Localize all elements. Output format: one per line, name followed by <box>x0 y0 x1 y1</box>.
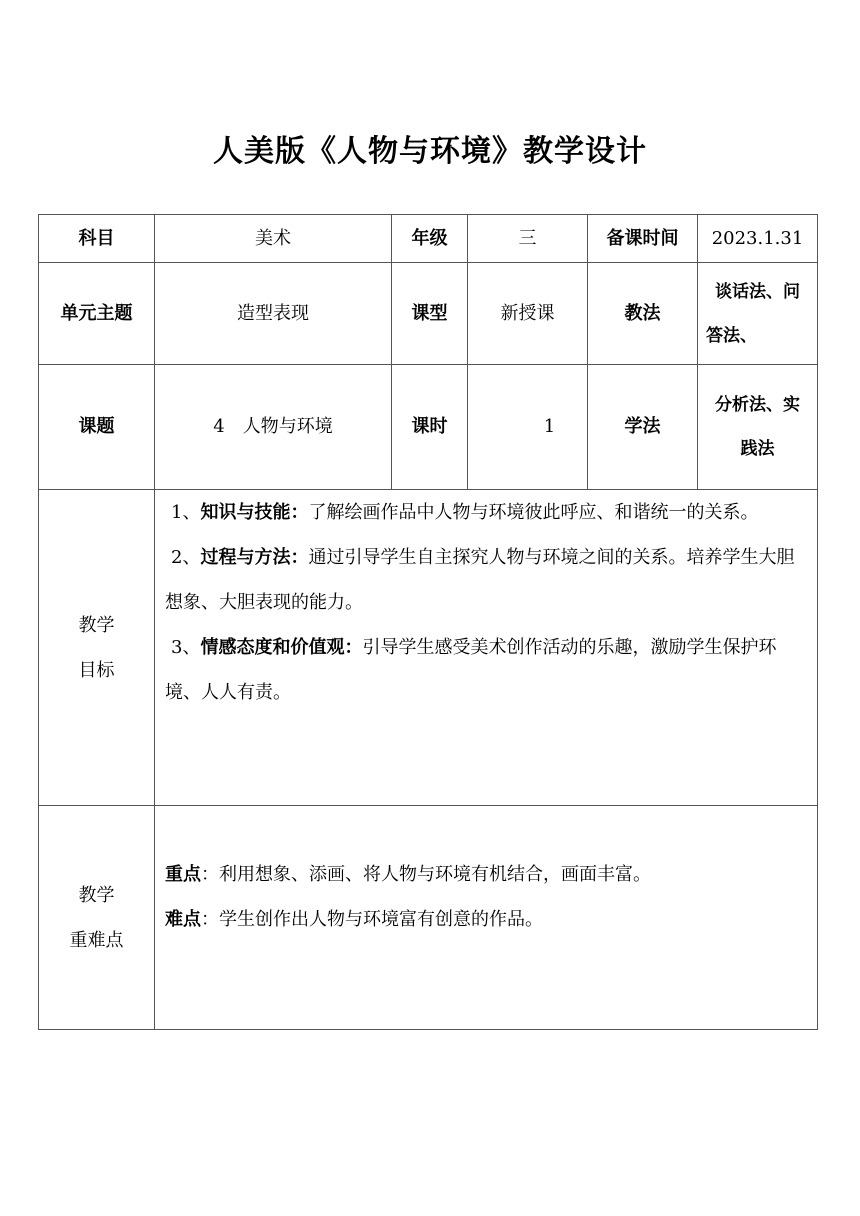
learning-method-label: 学法 <box>588 365 698 490</box>
objectives-label <box>39 490 155 806</box>
subject-value: 美术 <box>155 215 392 263</box>
page-title: 人美版《人物与环境》教学设计 <box>213 134 647 169</box>
learning-method-line1: 分析法、实 <box>715 395 800 415</box>
lesson-type-value: 新授课 <box>468 263 588 365</box>
teaching-method-label: 教法 <box>588 263 698 365</box>
objective-number: 1、 <box>171 502 201 523</box>
objective-item-3 <box>155 625 817 715</box>
key-point-text: ：利用想象、添画、将人物与环境有机结合，画面丰富。 <box>201 864 651 885</box>
key-points-label-line2: 重难点 <box>69 929 124 951</box>
prep-time-label: 备课时间 <box>588 215 698 263</box>
grade-value: 三 <box>468 215 588 263</box>
objective-text: 了解绘画作品中人物与环境彼此呼应、和谐统一的关系。 <box>308 502 759 523</box>
unit-theme-label: 单元主题 <box>39 263 155 365</box>
objectives-label-line2: 目标 <box>78 659 115 681</box>
objectives-label-line1: 教学 <box>78 614 115 636</box>
lesson-plan-table <box>38 214 818 1030</box>
table-row <box>39 806 818 1030</box>
objective-heading: 情感态度和价值观： <box>200 637 363 658</box>
key-points-label <box>39 806 155 1030</box>
learning-method-value <box>698 365 818 490</box>
objective-heading: 知识与技能： <box>200 502 309 523</box>
difficult-point <box>155 897 817 942</box>
objectives-content <box>155 490 818 806</box>
grade-label: 年级 <box>392 215 468 263</box>
key-points-label-line1: 教学 <box>78 884 115 906</box>
unit-theme-value: 造型表现 <box>155 263 392 365</box>
objective-item-2 <box>155 535 817 625</box>
objective-text: 通过引导学生自主探究人物与环境之间的关系。培养学生大胆想象、大胆表现的能力。 <box>165 547 795 613</box>
objective-heading: 过程与方法： <box>200 547 309 568</box>
lesson-type-label: 课型 <box>392 263 468 365</box>
key-point <box>155 852 817 897</box>
objective-text: 引导学生感受美术创作活动的乐趣，激励学生保护环境、人人有责。 <box>165 637 777 703</box>
table-row <box>39 490 818 806</box>
prep-time-value: 2023.1.31 <box>698 215 818 263</box>
objective-number: 2、 <box>171 547 201 568</box>
teaching-method-value <box>698 263 818 365</box>
key-points-content <box>155 806 818 1030</box>
class-hours-value: 1 <box>468 365 588 490</box>
topic-value: 4 人物与环境 <box>155 365 392 490</box>
learning-method-line2: 践法 <box>740 439 775 459</box>
subject-label: 科目 <box>39 215 155 263</box>
topic-label: 课题 <box>39 365 155 490</box>
difficult-point-text: ：学生创作出人物与环境富有创意的作品。 <box>201 909 543 930</box>
difficult-point-heading: 难点 <box>165 909 201 930</box>
class-hours-label: 课时 <box>392 365 468 490</box>
teaching-method-line1: 谈话法、问 <box>715 281 800 302</box>
table-row <box>39 215 818 263</box>
teaching-method-line2: 答法、 <box>706 325 757 346</box>
table-row <box>39 365 818 490</box>
objective-item-1 <box>155 490 817 535</box>
key-point-heading: 重点 <box>165 864 201 885</box>
objective-number: 3、 <box>171 637 201 658</box>
table-row <box>39 263 818 365</box>
